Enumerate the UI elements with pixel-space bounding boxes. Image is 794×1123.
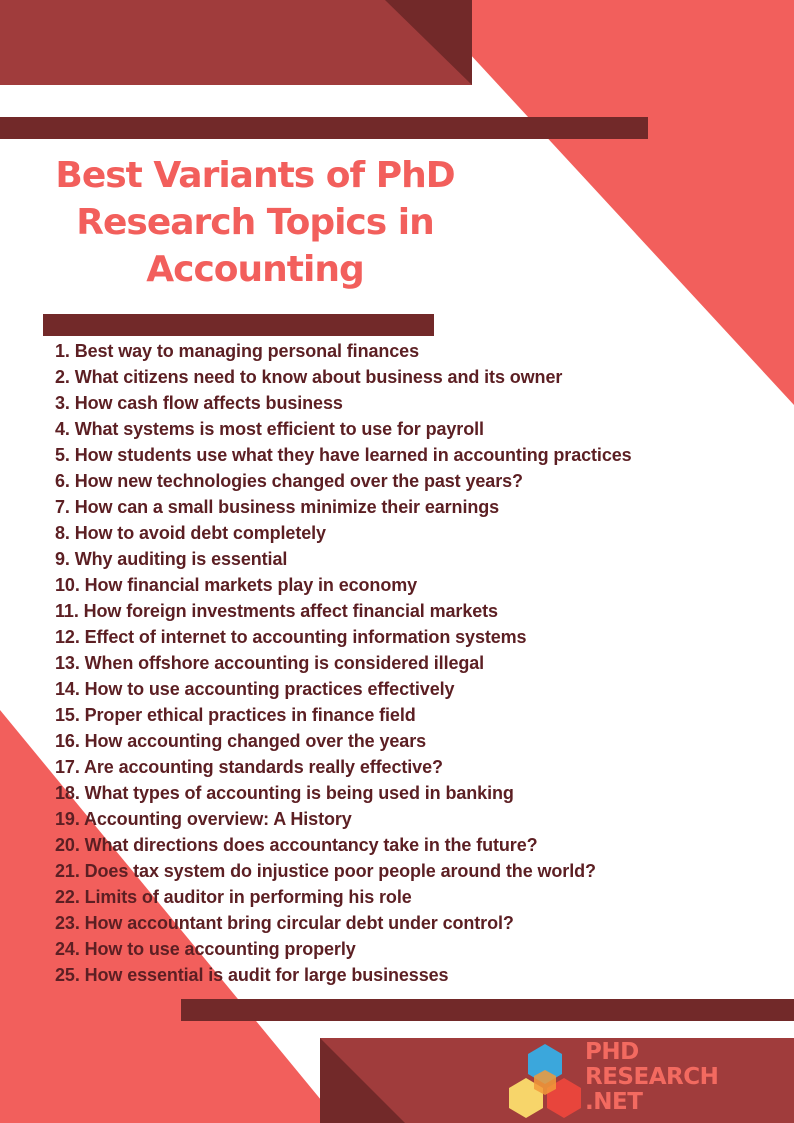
logo-line-1: PHD: [585, 1039, 639, 1065]
list-item: 6. How new technologies changed over the past years?: [55, 471, 523, 491]
logo-line-3: .NET: [585, 1089, 643, 1115]
list-item: 3. How cash flow affects business: [55, 393, 343, 413]
list-item: 23. How accountant bring circular debt under control?: [55, 913, 514, 933]
list-item: 4. What systems is most efficient to use for payroll: [55, 419, 484, 439]
list-item: 7. How can a small business minimize their earnings: [55, 497, 500, 517]
title-line-1: Best Variants of PhD: [55, 155, 455, 196]
list-item: 16. How accounting changed over the years: [55, 731, 427, 751]
list-item: 19. Accounting overview: A History: [55, 809, 352, 829]
list-item: 22. Limits of auditor in performing his role: [55, 887, 412, 907]
topic-list: [55, 338, 632, 988]
hexagon-cluster-icon: [505, 1042, 585, 1120]
list-item: 13. When offshore accounting is considered illegal: [55, 653, 485, 673]
list-item: 11. How foreign investments affect financial markets: [55, 601, 498, 621]
logo-line-2: RESEARCH: [585, 1064, 719, 1090]
list-item: 18. What types of accounting is being used in banking: [55, 783, 514, 803]
title-line-2: Research Topics in: [76, 202, 434, 243]
list-item: 1. Best way to managing personal finances: [55, 341, 420, 361]
list-item: 17. Are accounting standards really effective?: [55, 757, 443, 777]
page-title: [40, 152, 470, 293]
logo-wordmark: [585, 1040, 725, 1115]
list-item: 9. Why auditing is essential: [55, 549, 288, 569]
title-divider-bar: [43, 314, 434, 336]
list-item: 24. How to use accounting properly: [55, 939, 356, 959]
list-item: 5. How students use what they have learned in accounting practices: [55, 445, 632, 465]
bottom-divider-bar: [181, 999, 794, 1021]
list-item: 2. What citizens need to know about business and its owner: [55, 367, 563, 387]
title-line-3: Accounting: [146, 249, 364, 290]
list-item: 25. How essential is audit for large businesses: [55, 965, 449, 985]
list-item: 10. How financial markets play in economy: [55, 575, 418, 595]
list-item: 21. Does tax system do injustice poor people around the world?: [55, 861, 596, 881]
list-item: 8. How to avoid debt completely: [55, 523, 326, 543]
site-logo[interactable]: [505, 1040, 725, 1120]
list-item: 14. How to use accounting practices effectively: [55, 679, 455, 699]
list-item: 12. Effect of internet to accounting information systems: [55, 627, 527, 647]
top-divider-bar: [0, 117, 648, 139]
list-item: 15. Proper ethical practices in finance field: [55, 705, 416, 725]
list-item: 20. What directions does accountancy take in the future?: [55, 835, 538, 855]
